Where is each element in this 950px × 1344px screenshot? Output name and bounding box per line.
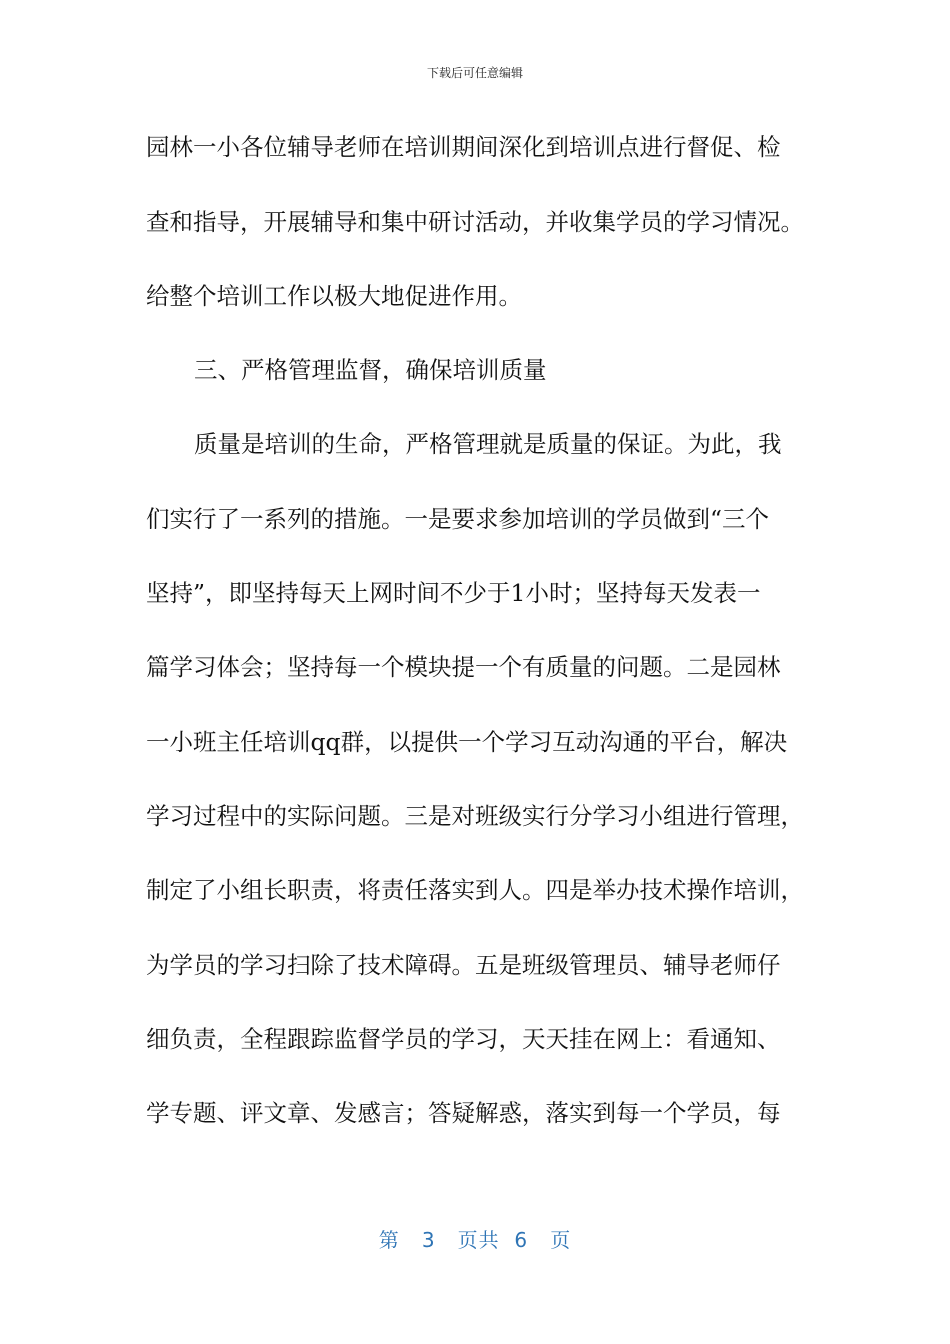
- paragraph-line: 细负责，全程跟踪监督学员的学习，天天挂在网上：看通知、: [146, 1025, 781, 1053]
- page-footer: [0, 1224, 950, 1253]
- paragraph-line: 学专题、评文章、发感言；答疑解惑，落实到每一个学员，每: [146, 1099, 781, 1127]
- footer-middle: 页共: [457, 1228, 500, 1252]
- current-page-number: 3: [421, 1228, 436, 1252]
- paragraph-line: 篇学习体会；坚持每一个模块提一个有质量的问题。二是园林: [146, 653, 781, 681]
- paragraph-line: 质量是培训的生命，严格管理就是质量的保证。为此，我: [194, 430, 782, 458]
- paragraph-line: 学习过程中的实际问题。三是对班级实行分学习小组进行管理，: [146, 802, 804, 830]
- paragraph-line: 坚持”，即坚持每天上网时间不少于1小时；坚持每天发表一: [146, 579, 761, 607]
- paragraph-line: 制定了小组长职责，将责任落实到人。四是举办技术操作培训，: [146, 876, 804, 904]
- paragraph-line: 为学员的学习扫除了技术障碍。五是班级管理员、辅导老师仔: [146, 951, 781, 979]
- footer-prefix: 第: [378, 1228, 400, 1252]
- footer-suffix: 页: [550, 1228, 572, 1252]
- page-header: 下载后可任意编辑: [426, 66, 523, 80]
- paragraph-line: 园林一小各位辅导老师在培训期间深化到培训点进行督促、检: [146, 133, 781, 161]
- paragraph-line: 给整个培训工作以极大地促进作用。: [146, 282, 522, 310]
- paragraph-line: 一小班主任培训qq群，以提供一个学习互动沟通的平台，解决: [146, 728, 788, 756]
- paragraph-line: 们实行了一系列的措施。一是要求参加培训的学员做到“三个: [146, 505, 770, 533]
- total-pages-number: 6: [514, 1228, 529, 1252]
- paragraph-line: 查和指导，开展辅导和集中研讨活动，并收集学员的学习情况。: [146, 208, 804, 236]
- section-heading: 三、严格管理监督，确保培训质量: [194, 356, 547, 384]
